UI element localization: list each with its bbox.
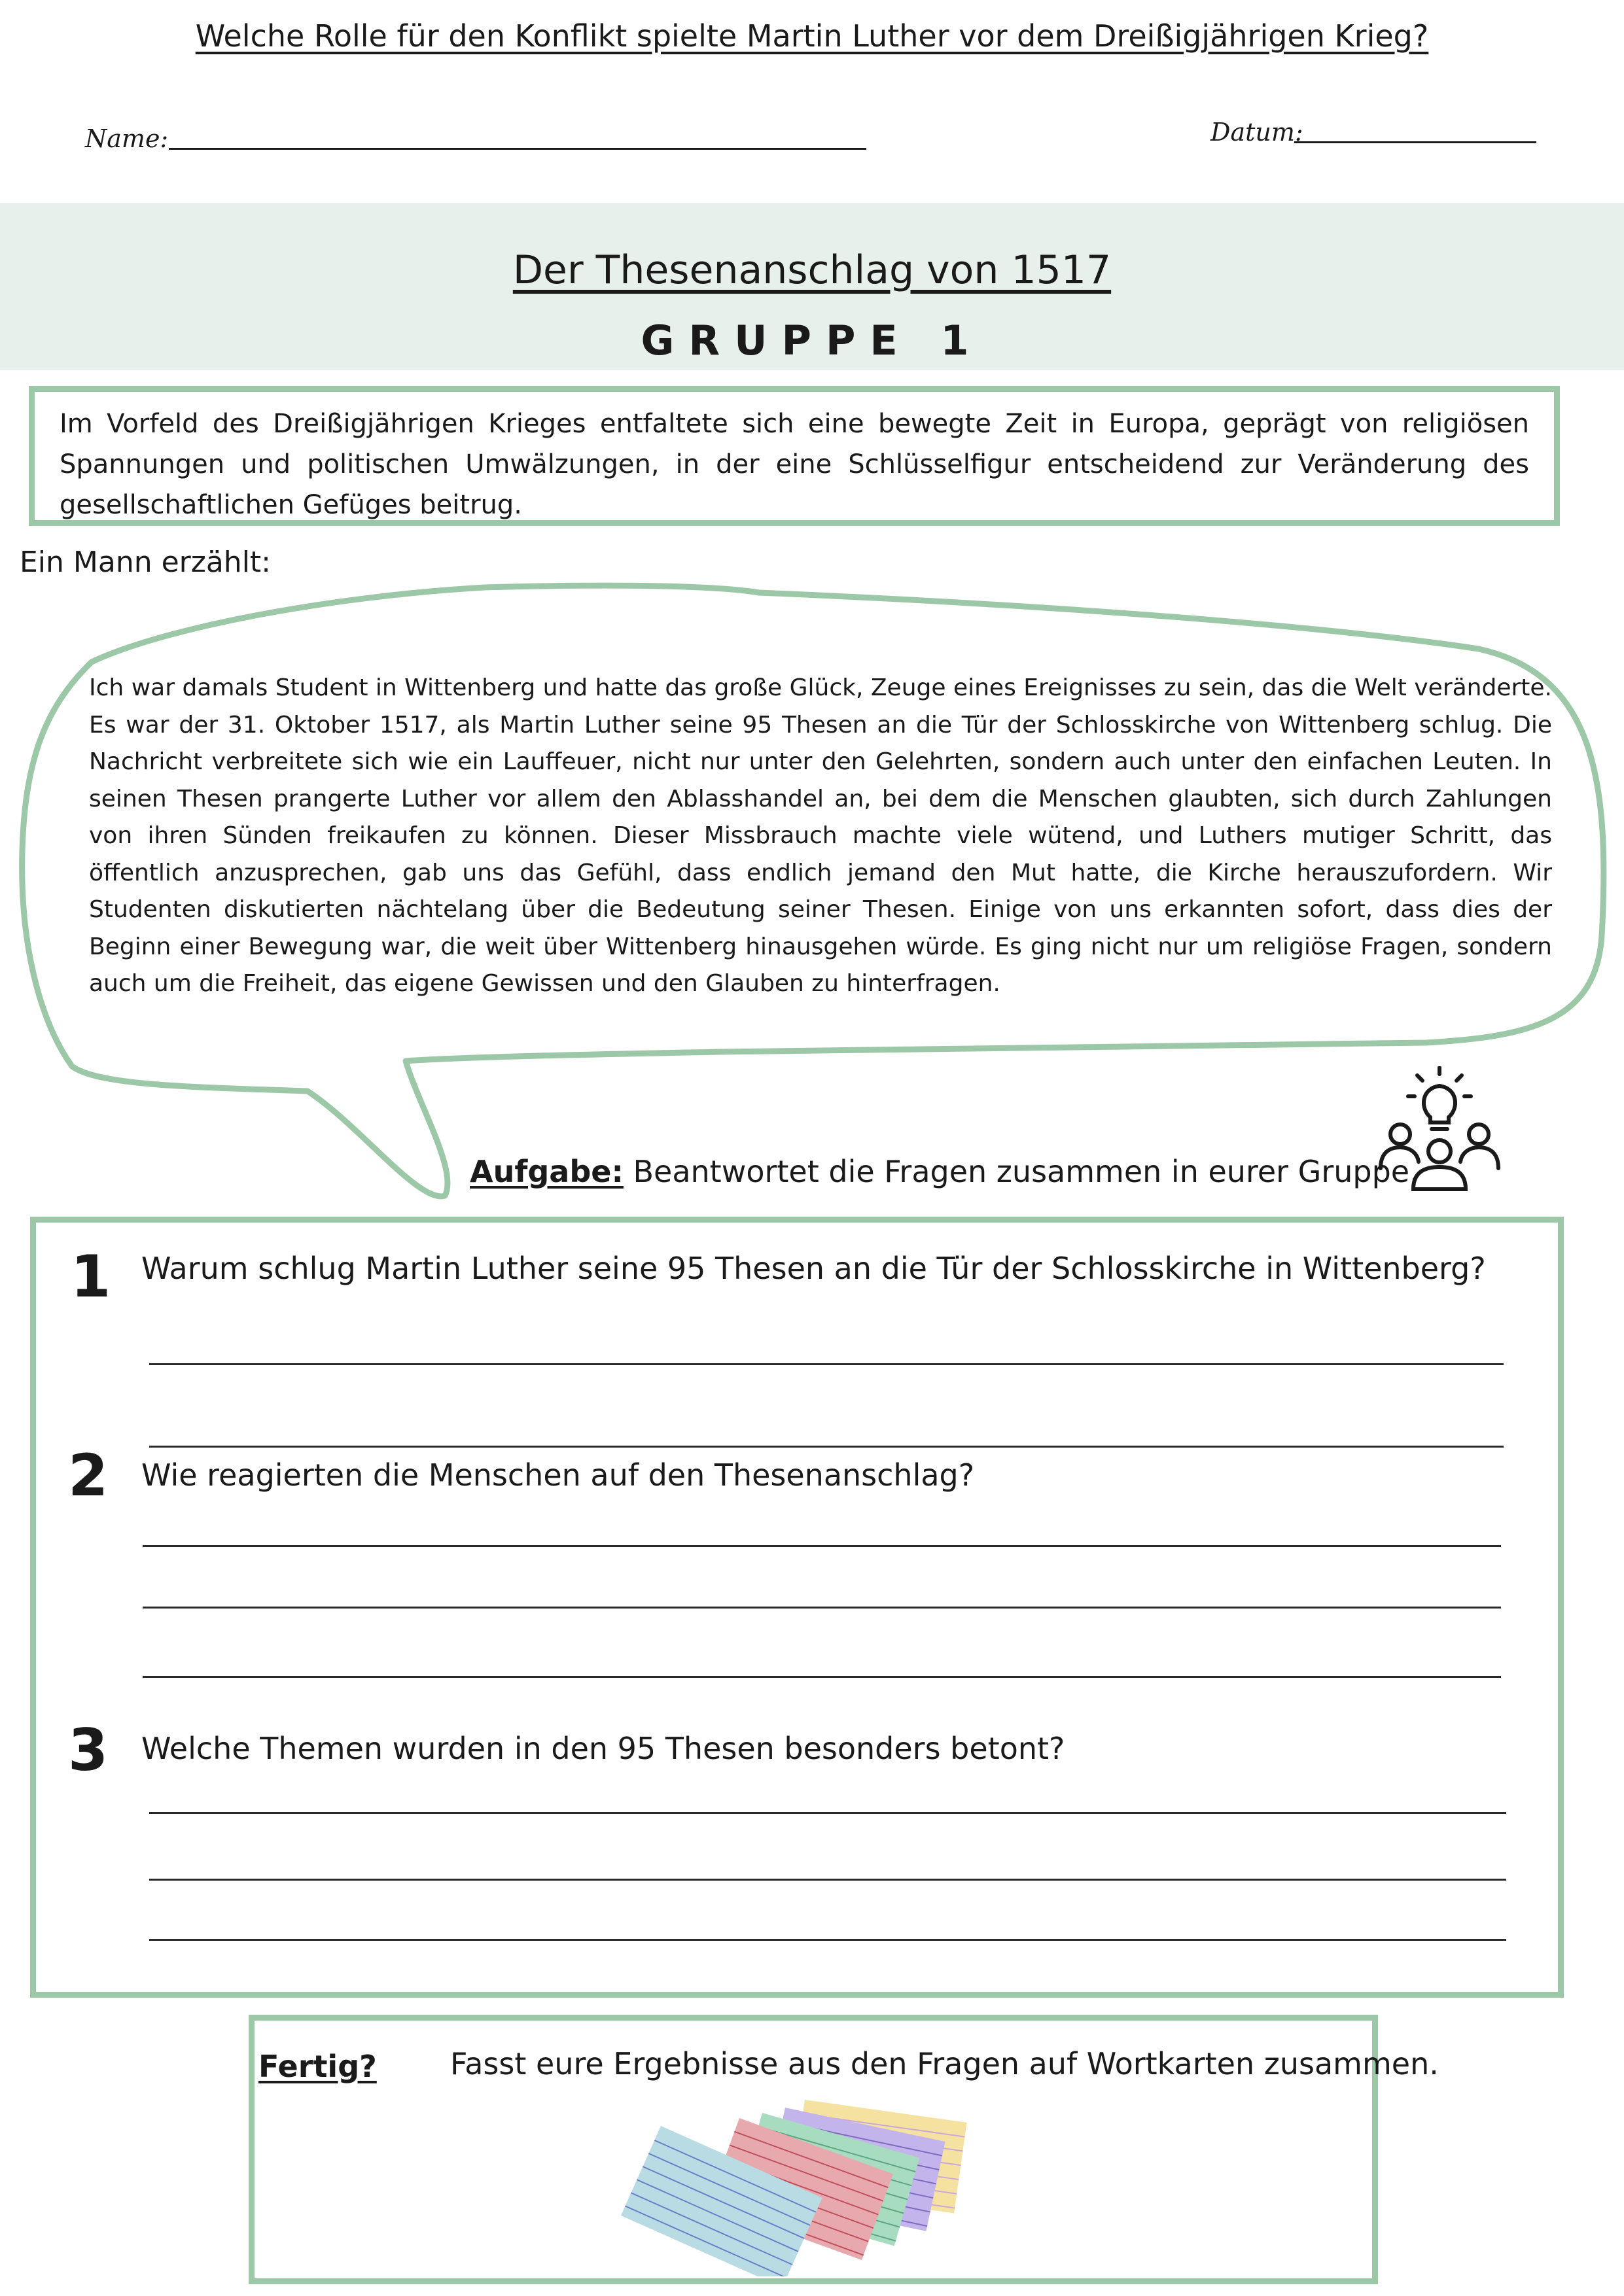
worksheet-question: Welche Rolle für den Konflikt spielte Martin Luther vor dem Dreißigjährigen Krieg? bbox=[195, 18, 1429, 54]
question-number-1: 1 bbox=[71, 1243, 111, 1310]
task-instruction bbox=[470, 1154, 1419, 1189]
finish-text: Fasst eure Ergebnisse aus den Fragen auf Wortkarten zusammen. bbox=[450, 2046, 1439, 2081]
group-heading: GRUPPE 1 bbox=[641, 317, 983, 364]
question-number-3: 3 bbox=[68, 1716, 109, 1784]
question-2-text: Wie reagierten die Menschen auf den Thesenanschlag? bbox=[141, 1457, 975, 1493]
group-idea-icon bbox=[1374, 1066, 1505, 1197]
question-number-2: 2 bbox=[68, 1442, 109, 1509]
finish-label: Fertig? bbox=[258, 2049, 377, 2084]
date-label: Datum: bbox=[1210, 118, 1303, 147]
story-text: Ich war damals Student in Wittenberg und hatte das große Glück, Zeuge eines Ereignisses zu sein, das die Welt veränderte. Es war der 31. Oktober 1517, als Martin Luther seine 95 Thesen an die Tür der Schlosskirche von Wittenberg schlug. Die Nachricht verbreitete sich wie ein Lauffeuer, nicht nur unter den Gelehrten, sondern auch unter den einfachen Leuten. In seinen Thesen prangerte Luther vor allem den Ablasshandel an, bei dem die Menschen glaubten, sich durch Zahlungen von ihren Sünden freikaufen zu können. Dieser Missbrauch machte viele wütend, und Luthers mutiger Schritt, das öffentlich anzusprechen, gab uns das Gefühl, dass endlich jemand den Mut hatte, die Kirche herauszufordern. Wir Studenten diskutierten nächtelang über die Bedeutung seiner Thesen. Einige von uns erkannten sofort, dass dies der Beginn einer Bewegung war, die weit über Wittenberg hinausgehen würde. Es ging nicht nur um religiöse Fragen, sondern auch um die Freiheit, das eigene Gewissen und den Glauben zu hinterfragen. bbox=[89, 674, 1552, 997]
task-label: Aufgabe: bbox=[470, 1154, 624, 1189]
question-1-text: Warum schlug Martin Luther seine 95 Thesen an die Tür der Schlosskirche in Wittenberg? bbox=[141, 1251, 1486, 1286]
answer-line-2b[interactable] bbox=[143, 1607, 1501, 1609]
answer-line-2a[interactable] bbox=[143, 1545, 1501, 1547]
name-label: Name: bbox=[85, 124, 169, 153]
intro-box: Im Vorfeld des Dreißigjährigen Krieges entfaltete sich eine bewegte Zeit in Europa, geprägt von religiösen Spannungen und politischen Umwälzungen, in der eine Schlüsselfigur entscheidend zur Veränderung des gesellschaftlichen Gefüges beitrug. bbox=[29, 386, 1560, 526]
section-title: Der Thesenanschlag von 1517 bbox=[512, 247, 1112, 293]
answer-line-3a[interactable] bbox=[149, 1812, 1506, 1814]
narrator-label: Ein Mann erzählt: bbox=[20, 546, 271, 579]
question-3-text: Welche Themen wurden in den 95 Thesen besonders betont? bbox=[141, 1731, 1065, 1766]
answer-line-2c[interactable] bbox=[143, 1676, 1501, 1678]
answer-line-3c[interactable] bbox=[149, 1939, 1506, 1941]
index-cards-illustration bbox=[615, 2080, 1021, 2276]
answer-line-1a[interactable] bbox=[149, 1363, 1504, 1365]
answer-line-1b[interactable] bbox=[149, 1446, 1504, 1448]
task-text: Beantwortet die Fragen zusammen in eurer Gruppe. bbox=[623, 1154, 1419, 1189]
answer-line-3b[interactable] bbox=[149, 1879, 1506, 1881]
